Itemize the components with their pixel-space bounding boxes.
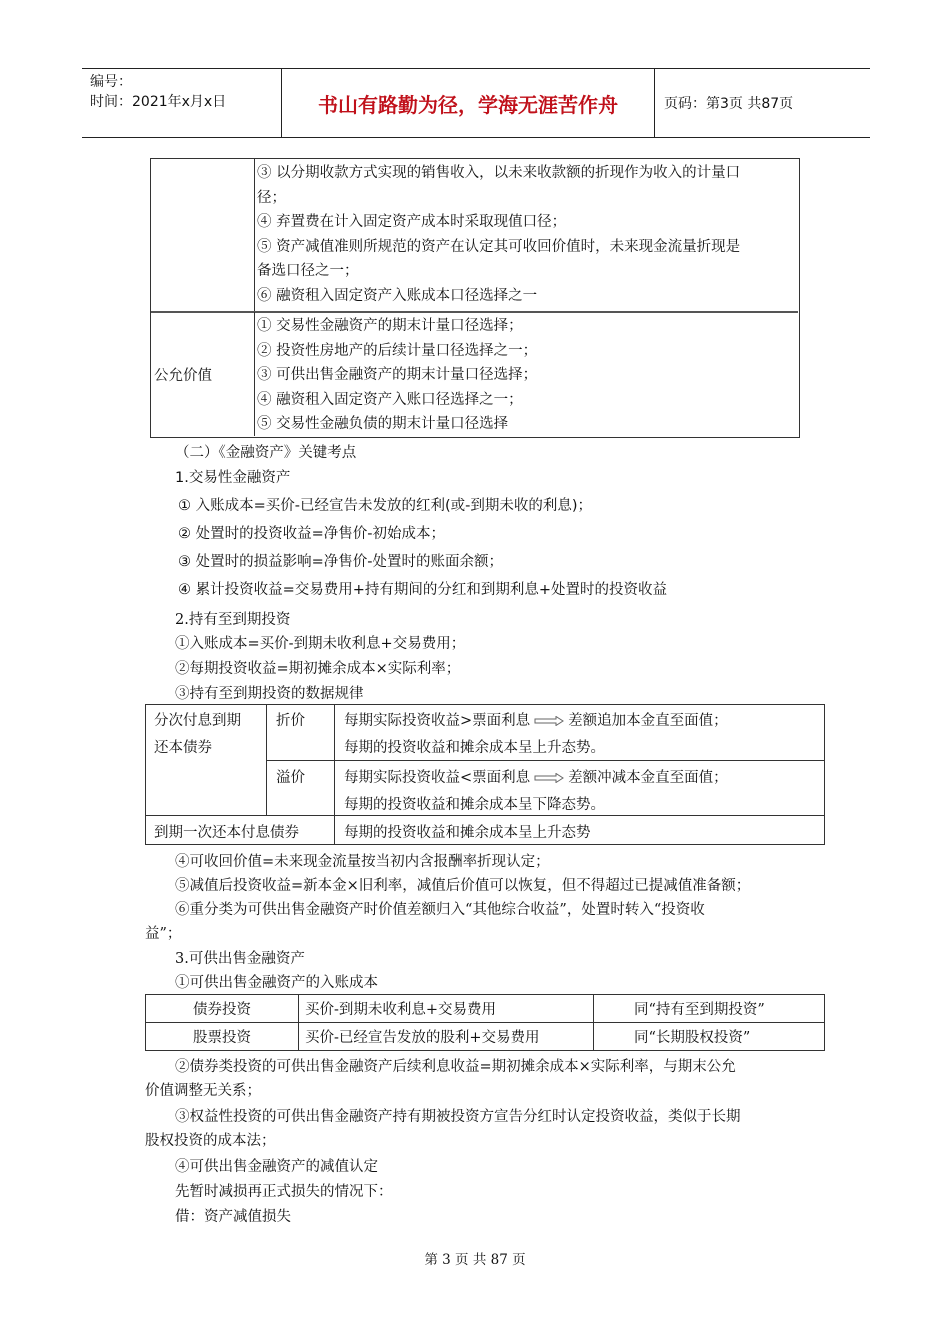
- valuation-line: ⑤ 交易性金融负债的期末计量口径选择: [257, 416, 509, 432]
- table-cell: 买价-到期未收利息+交易费用: [299, 995, 594, 1023]
- list-item: ②每期投资收益=期初摊余成本×实际利率；: [175, 661, 461, 677]
- table-divider: [266, 760, 824, 761]
- paragraph-line: ④可供出售金融资产的减值认定: [175, 1159, 378, 1175]
- valuation-line: ⑤ 资产减值准则所规范的资产在认定其可收回价值时，未来现金流量折现是: [257, 238, 741, 255]
- table-cell-text: 每期实际投资收益<票面利息: [344, 770, 531, 786]
- paragraph-line: ②债券类投资的可供出售金融资产后续利息收益=期初摊余成本×实际利率，与期末公允: [175, 1059, 736, 1075]
- table-cell-text: 差额冲减本金直至面值；: [568, 770, 728, 786]
- valuation-line: ② 投资性房地产的后续计量口径选择之一；: [257, 342, 538, 359]
- valuation-row-fair-value: [151, 312, 798, 436]
- table-cell: 债券投资: [146, 995, 299, 1023]
- valuation-line: ③ 以分期收款方式实现的销售收入，以未来收款额的折现作为收入的计量口: [257, 165, 741, 181]
- table-cell: 每期的投资收益和摊余成本呈上升态势。: [344, 740, 605, 756]
- table-cell: 同“长期股权投资”: [594, 1023, 825, 1051]
- table-cell: 每期的投资收益和摊余成本呈下降态势。: [344, 797, 605, 813]
- table-cell-text: 每期实际投资收益>票面利息: [344, 713, 531, 729]
- header-motto: 书山有路勤为径，学海无涯苦作舟: [282, 69, 655, 137]
- valuation-row-present-value: [151, 159, 798, 313]
- arrow-right-icon: [534, 716, 564, 726]
- afs-cost-table: [145, 994, 825, 1051]
- valuation-line: ⑥ 融资租入固定资产入账成本口径选择之一: [257, 287, 538, 304]
- table-cell: 每期的投资收益和摊余成本呈上升态势: [344, 825, 591, 841]
- header-meta: [82, 69, 282, 137]
- valuation-row-content: [257, 161, 797, 308]
- table-row: [146, 1023, 825, 1051]
- htm-pattern-table: [145, 704, 825, 845]
- table-cell: 买价-已经宣告发放的股利+交易费用: [299, 1023, 594, 1051]
- table-divider: [146, 815, 824, 816]
- list-item: ⑥重分类为可供出售金融资产时价值差额归入“其他综合收益”，处置时转入“投资收: [175, 902, 705, 918]
- header-page-info: 页码：第3页 共87页: [664, 96, 794, 112]
- table-cell: [344, 766, 728, 787]
- paragraph-line: ③权益性投资的可供出售金融资产持有期被投资方宣告分红时认定投资收益，类似于长期: [175, 1109, 741, 1125]
- table-cell-text: 差额追加本金直至面值；: [568, 713, 728, 729]
- list-item: 益”；: [145, 926, 182, 942]
- list-item: ④可收回价值=未来现金流量按当初内含报酬率折现认定；: [175, 854, 550, 870]
- table-cell: [344, 709, 728, 730]
- valuation-line: ④ 弃置费在计入固定资产成本时采取现值口径；: [257, 214, 567, 230]
- document-number-label: 编号：: [90, 74, 132, 90]
- section-title: （二）《金融资产》关键考点: [175, 445, 357, 461]
- page-footer: 第 3 页 共 87 页: [424, 1252, 526, 1268]
- document-date-label: 时间：2021年x月x日: [90, 94, 227, 110]
- table-divider: [334, 705, 335, 844]
- paragraph-line: 股权投资的成本法；: [145, 1133, 276, 1149]
- list-item: ①可供出售金融资产的入账成本: [175, 975, 378, 991]
- valuation-row-label: 公允价值: [151, 312, 255, 436]
- list-item: ③持有至到期投资的数据规律: [175, 686, 364, 702]
- list-item: ⑤减值后投资收益=新本金×旧利率，减值后价值可以恢复，但不得超过已提减值准备额；: [175, 878, 751, 894]
- list-item: ① 入账成本=买价-已经宣告未发放的红利(或-到期未收的利息)；: [178, 498, 593, 514]
- table-cell: 股票投资: [146, 1023, 299, 1051]
- arrow-right-icon: [534, 773, 564, 783]
- table-cell: 同“持有至到期投资”: [594, 995, 825, 1023]
- subsection-title: 1.交易性金融资产: [175, 470, 291, 486]
- list-item: ④ 累计投资收益=交易费用+持有期间的分红和到期利息+处置时的投资收益: [178, 582, 668, 598]
- valuation-line: ④ 融资租入固定资产入账口径选择之一；: [257, 391, 523, 408]
- valuation-row-content: [257, 314, 797, 437]
- valuation-table: [150, 158, 800, 438]
- valuation-line: 径；: [257, 189, 286, 206]
- valuation-line: 备选口径之一；: [257, 263, 359, 279]
- paragraph-line: 价值调整无关系；: [145, 1083, 261, 1099]
- table-cell: 折价: [276, 713, 305, 729]
- table-cell: 还本债券: [154, 740, 212, 756]
- table-row: [146, 995, 825, 1023]
- list-item: ② 处置时的投资收益=净售价-初始成本；: [178, 526, 445, 542]
- table-cell: 到期一次还本付息债券: [154, 825, 299, 841]
- page-header: [82, 68, 870, 138]
- valuation-row-label: [151, 159, 255, 311]
- subsection-title: 2.持有至到期投资: [175, 612, 291, 628]
- valuation-line: ① 交易性金融资产的期末计量口径选择；: [257, 318, 523, 334]
- subsection-title: 3.可供出售金融资产: [175, 951, 305, 967]
- list-item: ①入账成本=买价-到期未收利息+交易费用；: [175, 636, 466, 652]
- list-item: ③ 处置时的损益影响=净售价-处置时的账面余额；: [178, 554, 503, 570]
- paragraph-line: 借：资产减值损失: [175, 1209, 291, 1225]
- valuation-line: ③ 可供出售金融资产的期末计量口径选择；: [257, 367, 538, 383]
- table-cell: 分次付息到期: [154, 713, 241, 729]
- table-cell: 溢价: [276, 770, 305, 786]
- paragraph-line: 先暂时减损再正式损失的情况下：: [175, 1184, 393, 1200]
